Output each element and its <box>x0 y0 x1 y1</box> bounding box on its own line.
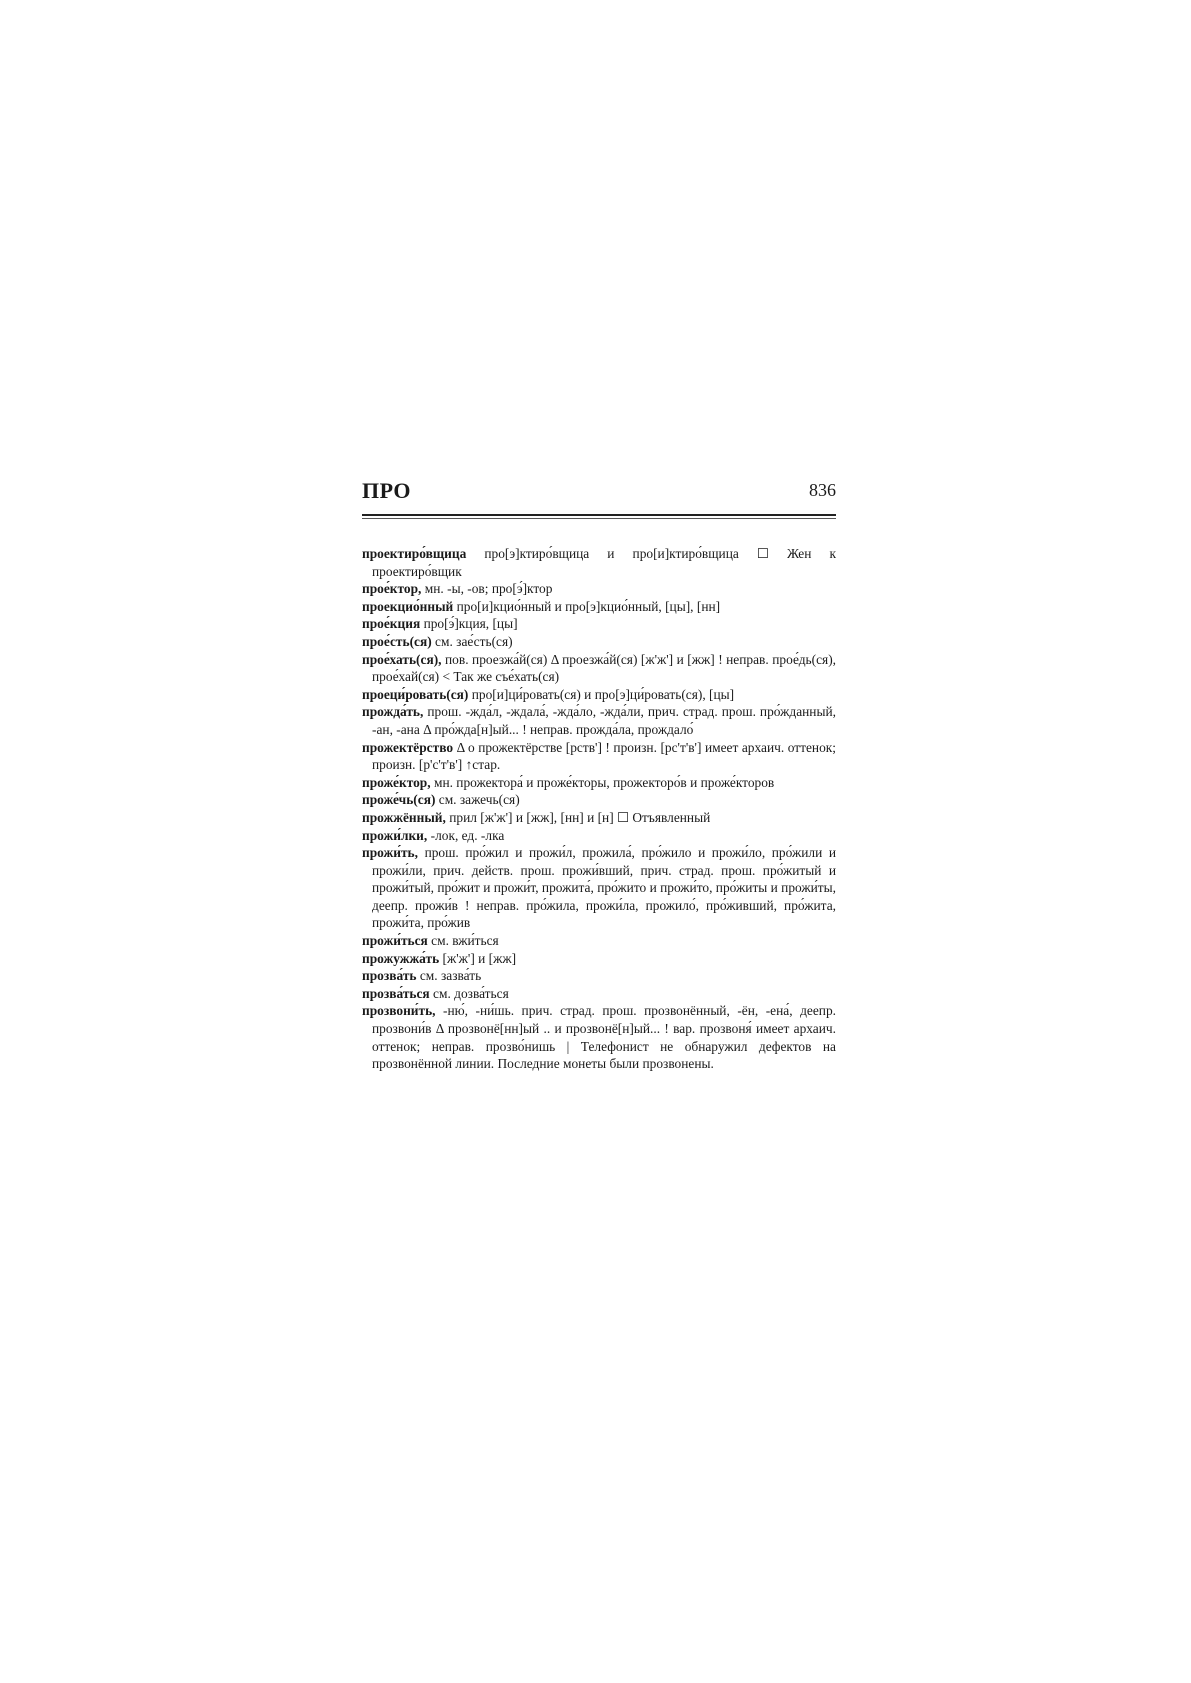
entry-headword: проже́ктор, <box>362 774 431 790</box>
page-number: 836 <box>809 480 836 500</box>
entry-text: -ню́, -ни́шь. прич. страд. прош. прозвонённый, -ён, -ена́, деепр. прозвони́в Δ прозвонё[нн]ый .. и прозвонё[н]ый... ! вар. прозвоня́ имеет архаич. оттенок; неправ. прозво́нишь | Телефонист не обнаружил дефектов на прозвонённой линии. Последние монеты были прозвонены. <box>372 1003 836 1072</box>
entry-text: пов. проезжа́й(ся) Δ проезжа́й(ся) [ж'ж'] и [жж] ! неправ. прое́дь(ся), прое́хай(ся) < Так же съе́хать(ся) <box>372 651 836 685</box>
dictionary-entry <box>362 985 836 1003</box>
entry-headword: прозва́ться <box>362 985 430 1001</box>
entry-headword: прожда́ть, <box>362 704 424 720</box>
dictionary-entry <box>362 827 836 845</box>
dictionary-page <box>362 478 836 1073</box>
entry-text: про[и]ци́ровать(ся) и про[э]ци́ровать(ся), [цы] <box>471 686 735 702</box>
page-header <box>362 478 836 516</box>
entry-headword: прое́хать(ся), <box>362 651 442 667</box>
dictionary-entry <box>362 545 836 580</box>
entry-headword: прое́ктор, <box>362 581 422 597</box>
entry-headword: прожи́ть, <box>362 845 418 861</box>
entry-headword: прое́кция <box>362 616 421 632</box>
dictionary-entry <box>362 739 836 774</box>
dictionary-entry <box>362 651 836 686</box>
entry-headword: проекцио́нный <box>362 598 454 614</box>
entries-list <box>362 545 836 1073</box>
running-head: ПРО <box>362 478 412 503</box>
entry-headword: прозва́ть <box>362 968 417 984</box>
dictionary-entry <box>362 703 836 738</box>
entry-text: см. зазва́ть <box>419 968 482 984</box>
entry-text: см. дозва́ться <box>433 985 509 1001</box>
dictionary-entry <box>362 967 836 985</box>
entry-headword: прожужжа́ть <box>362 950 440 966</box>
entry-headword: проже́чь(ся) <box>362 792 436 808</box>
entry-headword: проектиро́вщица <box>362 546 467 561</box>
entry-headword: проеци́ровать(ся) <box>362 686 469 702</box>
entry-text: -лок, ед. -лка <box>430 827 505 843</box>
entry-headword: прое́сть(ся) <box>362 633 432 649</box>
entry-headword: прожи́ться <box>362 933 428 949</box>
entry-text: про[и]кцио́нный и про[э]кцио́нный, [цы], [нн] <box>456 598 721 614</box>
entry-text: мн. прожектора́ и проже́кторы, прожекторо́в и проже́кторов <box>433 774 775 790</box>
dictionary-entry <box>362 615 836 633</box>
entry-text: про[э́]кция, [цы] <box>423 616 518 632</box>
dictionary-entry <box>362 844 836 932</box>
entry-text: прош. про́жил и прожи́л, прожила́, про́жило и прожи́ло, про́жили и прожи́ли, прич. действ. прош. прожи́вший, прич. страд. прош. про́житый и прожи́тый, про́жит и прожи́т, прожита́, про́жито и прожи́то, про́житы и прожи́ты, деепр. прожи́в ! неправ. про́жила, прожи́ла, прожило́, про́живший, про́жита, прожи́та, про́жив <box>372 845 836 931</box>
dictionary-entry <box>362 580 836 598</box>
entry-text: см. зае́сть(ся) <box>435 633 513 649</box>
dictionary-entry <box>362 950 836 968</box>
entry-text: прош. -жда́л, -ждала́, -жда́ло, -жда́ли, прич. страд. прош. про́жданный, -ан, -ана Δ про́жда[н]ый... ! неправ. прожда́ла, прождало́ <box>372 704 836 737</box>
entry-headword: прожи́лки, <box>362 827 428 843</box>
dictionary-entry <box>362 1002 836 1072</box>
header-rule <box>362 518 836 519</box>
entry-text: мн. -ы, -ов; про[э́]ктор <box>424 581 553 597</box>
dictionary-entry <box>362 686 836 704</box>
dictionary-entry <box>362 774 836 792</box>
entry-text: см. зажечь(ся) <box>438 792 520 808</box>
entry-text: [ж'ж'] и [жж] <box>442 950 517 966</box>
dictionary-entry <box>362 598 836 616</box>
entry-headword: прожектёрство <box>362 739 454 755</box>
entry-text: см. вжи́ться <box>431 933 499 949</box>
entry-text: Δ о прожектёрстве [рств'] ! произн. [рс'т'в'] имеет архаич. оттенок; произн. [р'с'т'в'] ↑стар. <box>372 739 836 773</box>
entry-text: про[э]ктиро́вщица и про[и]ктиро́вщица ☐ Жен к проектиро́вщик <box>372 546 836 579</box>
entry-headword: прожжённый, <box>362 809 446 825</box>
entry-text: прил [ж'ж'] и [жж], [нн] и [н] ☐ Отъявленный <box>449 809 711 825</box>
dictionary-entry <box>362 791 836 809</box>
entry-headword: прозвони́ть, <box>362 1003 436 1019</box>
dictionary-entry <box>362 633 836 651</box>
dictionary-entry <box>362 932 836 950</box>
dictionary-entry <box>362 809 836 827</box>
